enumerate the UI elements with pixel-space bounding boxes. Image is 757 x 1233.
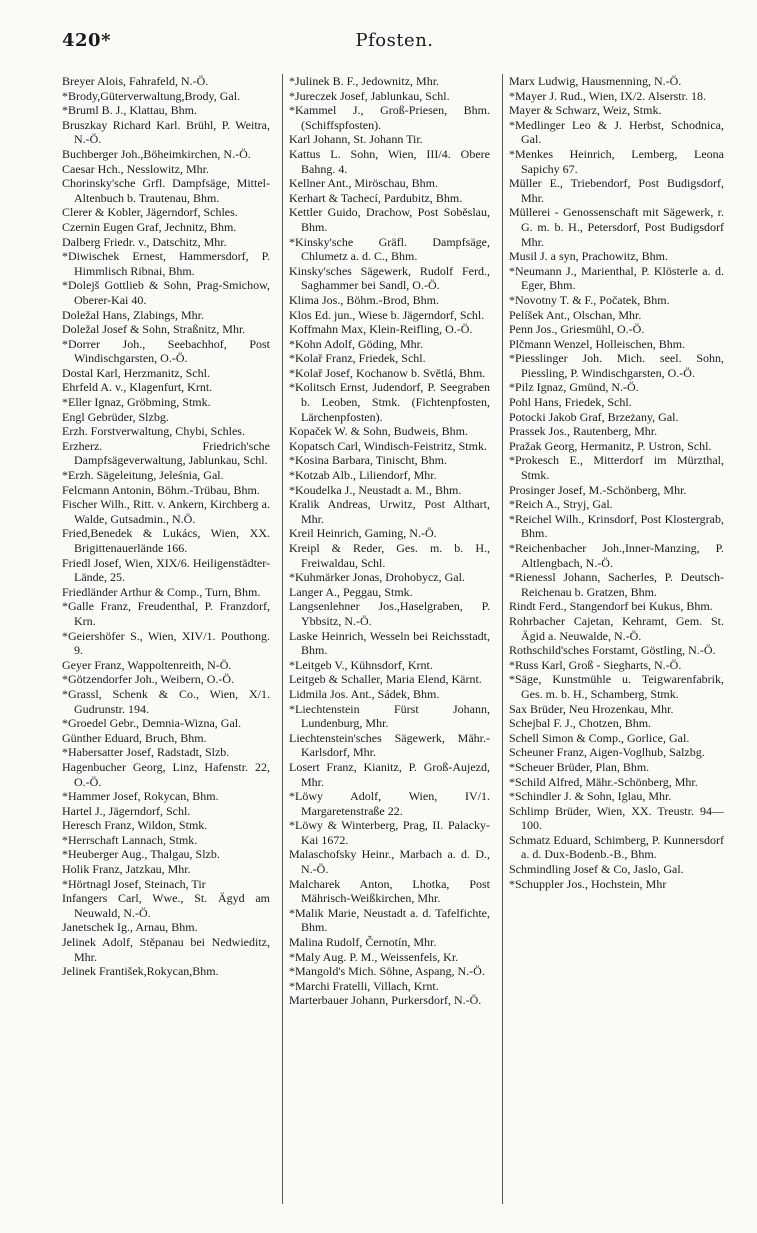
list-item: Prosinger Josef, M.-Schönberg, Mhr. xyxy=(509,482,687,497)
list-item: Bruszkay Richard Karl. Brühl, P. Weitra, N.-Ö. xyxy=(62,117,270,147)
list-item: *Geiershöfer S., Wien, XIV/1. Pouthong. 9. xyxy=(62,628,270,658)
list-item: *Jureczek Josef, Jablunkau, Schl. xyxy=(289,88,450,103)
list-item: *Kosina Barbara, Tinischt, Bhm. xyxy=(289,453,447,468)
list-item: Koffmahn Max, Klein-Reifling, O.-Ö. xyxy=(289,322,473,337)
list-item: *Grassl, Schenk & Co., Wien, X/1. Gudrunstr. 194. xyxy=(62,686,270,716)
list-item: Pelíšek Ant., Olschan, Mhr. xyxy=(509,307,642,322)
list-item: *Liechtenstein Fürst Johann, Lundenburg, Mhr. xyxy=(289,701,490,731)
list-item: Doležal Hans, Zlabings, Mhr. xyxy=(62,307,204,322)
list-item: Schell Simon & Comp., Gorlice, Gal. xyxy=(509,730,690,745)
list-item: Kopatsch Carl, Windisch-Feistritz, Stmk. xyxy=(289,438,487,453)
list-item: *Habersatter Josef, Radstadt, Slzb. xyxy=(62,745,230,760)
list-item: Karl Johann, St. Johann Tir. xyxy=(289,132,423,147)
list-item: Musil J. a syn, Prachowitz, Bhm. xyxy=(509,249,668,264)
list-item: Chorinsky'sche Grfl. Dampfsäge, Mittel-Altenbuch b. Trautenau, Bhm. xyxy=(62,176,270,205)
list-item: *Mangold's Mich. Söhne, Aspang, N.-Ö. xyxy=(289,964,485,979)
list-item: Schlimp Brüder, Wien, XX. Treustr. 94—100. xyxy=(509,803,724,833)
list-item: Kreipl & Reder, Ges. m. b. H., Freiwaldau, Schl. xyxy=(289,541,490,570)
list-item: Felcmann Antonin, Böhm.-Trübau, Bhm. xyxy=(62,482,260,497)
list-item: *Schild Alfred, Mähr.-Schönberg, Mhr. xyxy=(509,774,698,789)
list-item: Hartel J., Jägerndorf, Schl. xyxy=(62,803,191,818)
list-item: Rothschild'sches Forstamt, Göstling, N.-Ö. xyxy=(509,643,716,658)
list-item: Plčmann Wenzel, Holleischen, Bhm. xyxy=(509,336,686,351)
list-item: Czernin Eugen Graf, Jechnitz, Bhm. xyxy=(62,219,237,234)
list-item: *Rienessl Johann, Sacherles, P. Deutsch-Reichenau b. Gratzen, Bhm. xyxy=(509,570,724,599)
list-item: Kellner Ant., Miröschau, Bhm. xyxy=(289,176,438,191)
list-item: Buchberger Joh.,Böheimkirchen, N.-Ö. xyxy=(62,146,251,161)
list-item: Langsenlehner Jos.,Haselgraben, P. Ybbsitz, N.-Ö. xyxy=(289,599,490,628)
list-item: *Leitgeb V., Kühnsdorf, Krnt. xyxy=(289,657,433,672)
list-item: *Kuhmärker Jonas, Drohobycz, Gal. xyxy=(289,570,465,585)
list-item: Pohl Hans, Friedek, Schl. xyxy=(509,395,632,410)
list-item: *Kolař Josef, Kochanow b. Světlá, Bhm. xyxy=(289,365,486,380)
list-item: *Marchi Fratelli, Villach, Krnt. xyxy=(289,978,439,993)
list-item: *Julinek B. F., Jedownitz, Mhr. xyxy=(289,74,440,88)
list-item: Fischer Wilh., Ritt. v. Ankern, Kirchberg a. Walde, Gutsadmin., N.Ö. xyxy=(62,497,270,526)
column-3 xyxy=(502,74,724,1204)
list-item: *Menkes Heinrich, Lemberg, Leona Sapichy 67. xyxy=(509,146,724,176)
list-item: Friedländer Arthur & Comp., Turn, Bhm. xyxy=(62,584,261,599)
list-item: Clerer & Kobler, Jägerndorf, Schles. xyxy=(62,205,238,220)
list-item: *Löwy Adolf, Wien, IV/1. Margaretenstraße 22. xyxy=(289,789,490,818)
list-item: *Bruml B. J., Klattau, Bhm. xyxy=(62,103,197,118)
list-item: *Schuppler Jos., Hochstein, Mhr xyxy=(509,876,667,891)
list-item: *Kammel J., Groß-Priesen, Bhm. (Schiffspfosten). xyxy=(289,103,490,132)
list-item: Rindt Ferd., Stangendorf bei Kukus, Bhm. xyxy=(509,599,713,614)
list-item: *Heuberger Aug., Thalgau, Slzb. xyxy=(62,847,220,862)
list-item: Hagenbucher Georg, Linz, Hafenstr. 22, O.-Ö. xyxy=(62,759,270,789)
list-item: *Dorrer Joh., Seebachhof, Post Windischgarsten, O.-Ö. xyxy=(62,336,270,366)
list-item: Dostal Karl, Herzmanitz, Schl. xyxy=(62,365,210,380)
list-item: Doležal Josef & Sohn, Straßnitz, Mhr. xyxy=(62,322,246,337)
list-item: Losert Franz, Kianitz, P. Groß-Aujezd, Mhr. xyxy=(289,759,490,789)
list-item: Malcharek Anton, Lhotka, Post Mährisch-Weißkirchen, Mhr. xyxy=(289,876,490,906)
list-item: Leitgeb & Schaller, Maria Elend, Kärnt. xyxy=(289,672,482,687)
list-item: *Pilz Ignaz, Gmünd, N.-Ö. xyxy=(509,380,639,395)
list-item: Breyer Alois, Fahrafeld, N.-Ö. xyxy=(62,74,209,88)
list-item: Mayer & Schwarz, Weiz, Stmk. xyxy=(509,103,662,118)
list-item: *Kotzab Alb., Liliendorf, Mhr. xyxy=(289,468,437,483)
list-item: *Piesslinger Joh. Mich. seel. Sohn, Piessling, P. Windischgarsten, O.-Ö. xyxy=(509,351,724,380)
list-item: *Löwy & Winterberg, Prag, II. Palacky-Kai 1672. xyxy=(289,818,490,847)
list-item: *Russ Karl, Groß - Siegharts, N.-Ö. xyxy=(509,657,682,672)
list-item: Kattus L. Sohn, Wien, III/4. Obere Bahng. 4. xyxy=(289,146,490,176)
list-item: Marx Ludwig, Hausmenning, N.-Ö. xyxy=(509,74,682,88)
list-item: *Hörtnagl Josef, Steinach, Tir xyxy=(62,876,206,891)
list-item: *Erzh. Sägeleitung, Jeleśnia, Gal. xyxy=(62,468,224,483)
list-item: Jelinek Adolf, Stěpanau bei Nedwieditz, Mhr. xyxy=(62,935,270,964)
list-item: *Eller Ignaz, Gröbming, Stmk. xyxy=(62,395,211,410)
list-item: *Reichenbacher Joh.,Inner-Manzing, P. Altlengbach, N.-Ö. xyxy=(509,541,724,570)
list-item: *Novotny T. & F., Počatek, Bhm. xyxy=(509,292,670,307)
list-item: Malaschofsky Heinr., Marbach a. d. D., N.-Ö. xyxy=(289,847,490,877)
list-item: Kinsky'sches Sägewerk, Rudolf Ferd., Saghammer bei Sandl, O.-Ö. xyxy=(289,263,490,293)
list-item: *Reichel Wilh., Krinsdorf, Post Klostergrab, Bhm. xyxy=(509,511,724,541)
list-item: *Kolař Franz, Friedek, Schl. xyxy=(289,351,426,366)
list-item: Erzherz. Friedrich'sche Dampfsägeverwaltung, Jablunkau, Schl. xyxy=(62,438,270,468)
list-item: *Säge, Kunstmühle u. Teigwarenfabrik, Ges. m. b. H., Schamberg, Stmk. xyxy=(509,672,724,701)
list-item: *Neumann J., Marienthal, P. Klösterle a. d. Eger, Bhm. xyxy=(509,263,724,293)
list-item: Infangers Carl, Wwe., St. Ägyd am Neuwald, N.-Ö. xyxy=(62,891,270,920)
list-item: *Malik Marie, Neustadt a. d. Tafelfichte, Bhm. xyxy=(289,905,490,935)
page-title: Pfosten. xyxy=(355,30,434,51)
list-item: Laske Heinrich, Wesseln bei Reichsstadt, Bhm. xyxy=(289,628,490,658)
list-item: *Kolitsch Ernst, Judendorf, P. Seegraben b. Leoben, Stmk. (Fichtenpfosten, Lärchenpfosten). xyxy=(289,380,490,424)
list-item: Erzh. Forstverwaltung, Chybi, Schles. xyxy=(62,424,245,439)
list-item: *Scheuer Brüder, Plan, Bhm. xyxy=(509,759,650,774)
list-item: *Medlinger Leo & J. Herbst, Schodnica, Gal. xyxy=(509,117,724,147)
list-item: Kopaček W. & Sohn, Budweis, Bhm. xyxy=(289,424,468,439)
list-item: Rohrbacher Cajetan, Kehramt, Gem. St. Ägid a. Neuwalde, N.-Ö. xyxy=(509,613,724,643)
list-item: *Herrschaft Lannach, Stmk. xyxy=(62,832,198,847)
list-item: Langer A., Peggau, Stmk. xyxy=(289,584,413,599)
list-item: Potocki Jakob Graf, Brzeżany, Gal. xyxy=(509,409,679,424)
list-item: *Galle Franz, Freudenthal, P. Franzdorf, Krn. xyxy=(62,599,270,628)
list-item: *Götzendorfer Joh., Weibern, O.-Ö. xyxy=(62,672,235,687)
list-item: Lidmila Jos. Ant., Sádek, Bhm. xyxy=(289,686,440,701)
list-item: Prassek Jos., Rautenberg, Mhr. xyxy=(509,424,658,439)
list-item: Friedl Josef, Wien, XIX/6. Heiligenstädter-Lände, 25. xyxy=(62,555,270,585)
list-item: *Diwischek Ernest, Hammersdorf, P. Himmlisch Ribnai, Bhm. xyxy=(62,249,270,278)
list-item: Sax Brüder, Neu Hrozenkau, Mhr. xyxy=(509,701,674,716)
directory-columns xyxy=(62,74,736,1204)
list-item: Günther Eduard, Bruch, Bhm. xyxy=(62,730,207,745)
column-1 xyxy=(62,74,276,1204)
list-item: Pražak Georg, Hermanitz, P. Ustron, Schl. xyxy=(509,438,712,453)
list-item: Liechtenstein'sches Sägewerk, Mähr.-Karlsdorf, Mhr. xyxy=(289,730,490,760)
list-item: Schejbal F. J., Chotzen, Bhm. xyxy=(509,716,652,731)
list-item: *Kohn Adolf, Göding, Mhr. xyxy=(289,336,424,351)
list-item: *Dolejš Gottlieb & Sohn, Prag-Smichow, Oberer-Kai 40. xyxy=(62,278,270,307)
list-item: *Brody,Güterverwaltung,Brody, Gal. xyxy=(62,88,241,103)
list-item: Ehrfeld A. v., Klagenfurt, Krnt. xyxy=(62,380,213,395)
list-item: *Koudelka J., Neustadt a. M., Bhm. xyxy=(289,482,462,497)
list-item: Kettler Guido, Drachow, Post Soběslau, Bhm. xyxy=(289,205,490,234)
list-item: Holik Franz, Jatzkau, Mhr. xyxy=(62,862,191,877)
list-item: Schmindling Josef & Co, Jaslo, Gal. xyxy=(509,862,684,877)
column-2 xyxy=(282,74,496,1204)
list-item: Jelinek František,Rokycan,Bhm. xyxy=(62,964,219,979)
page-header xyxy=(62,30,727,60)
list-item: Scheuner Franz, Aigen-Voglhub, Salzbg. xyxy=(509,745,705,760)
list-item: *Prokesch E., Mitterdorf im Mürzthal, Stmk. xyxy=(509,453,724,483)
list-item: *Hammer Josef, Rokycan, Bhm. xyxy=(62,789,219,804)
list-item: *Groedel Gebr., Demnia-Wizna, Gal. xyxy=(62,716,242,731)
list-item: *Reich A., Stryj, Gal. xyxy=(509,497,613,512)
list-item: Penn Jos., Griesmühl, O.-Ö. xyxy=(509,322,645,337)
list-item: Schmatz Eduard, Schimberg, P. Kunnersdorf a. d. Dux-Bodenb.-B., Bhm. xyxy=(509,832,724,862)
list-item: Caesar Hch., Nesslowitz, Mhr. xyxy=(62,161,209,176)
list-item: Engl Gebrüder, Slzbg. xyxy=(62,409,169,424)
list-item: Geyer Franz, Wappoltenreith, N-Ö. xyxy=(62,657,232,672)
list-item: Klos Ed. jun., Wiese b. Jägerndorf, Schl. xyxy=(289,307,485,322)
list-item: Kralik Andreas, Urwitz, Post Althart, Mhr. xyxy=(289,497,490,526)
list-item: Müller E., Triebendorf, Post Budigsdorf, Mhr. xyxy=(509,176,724,205)
list-item: Marterbauer Johann, Purkersdorf, N.-Ö. xyxy=(289,993,482,1008)
list-item: Müllerei - Genossenschaft mit Sägewerk, r. G. m. b. H., Petersdorf, Post Budigsdorf Mhr. xyxy=(509,205,724,249)
list-item: Klima Jos., Böhm.-Brod, Bhm. xyxy=(289,292,440,307)
list-item: *Kinsky'sche Gräfl. Dampfsäge, Chlumetz a. d. C., Bhm. xyxy=(289,234,490,264)
list-item: *Schindler J. & Sohn, Iglau, Mhr. xyxy=(509,789,672,804)
list-item: Kreil Heinrich, Gaming, N.-Ö. xyxy=(289,526,437,541)
list-item: Heresch Franz, Wildon, Stmk. xyxy=(62,818,208,833)
list-item: Janetschek Ig., Arnau, Bhm. xyxy=(62,920,198,935)
list-item: Dalberg Friedr. v., Datschitz, Mhr. xyxy=(62,234,227,249)
page-number: 420* xyxy=(62,30,111,51)
list-item: Kerhart & Tachecí, Pardubitz, Bhm. xyxy=(289,190,463,205)
list-item: *Mayer J. Rud., Wien, IX/2. Alserstr. 18. xyxy=(509,88,706,103)
list-item: *Maly Aug. P. M., Weissenfels, Kr. xyxy=(289,949,459,964)
list-item: Malina Rudolf, Černotín, Mhr. xyxy=(289,935,437,950)
list-item: Fried,Benedek & Lukács, Wien, XX. Brigittenauerlände 166. xyxy=(62,526,270,555)
